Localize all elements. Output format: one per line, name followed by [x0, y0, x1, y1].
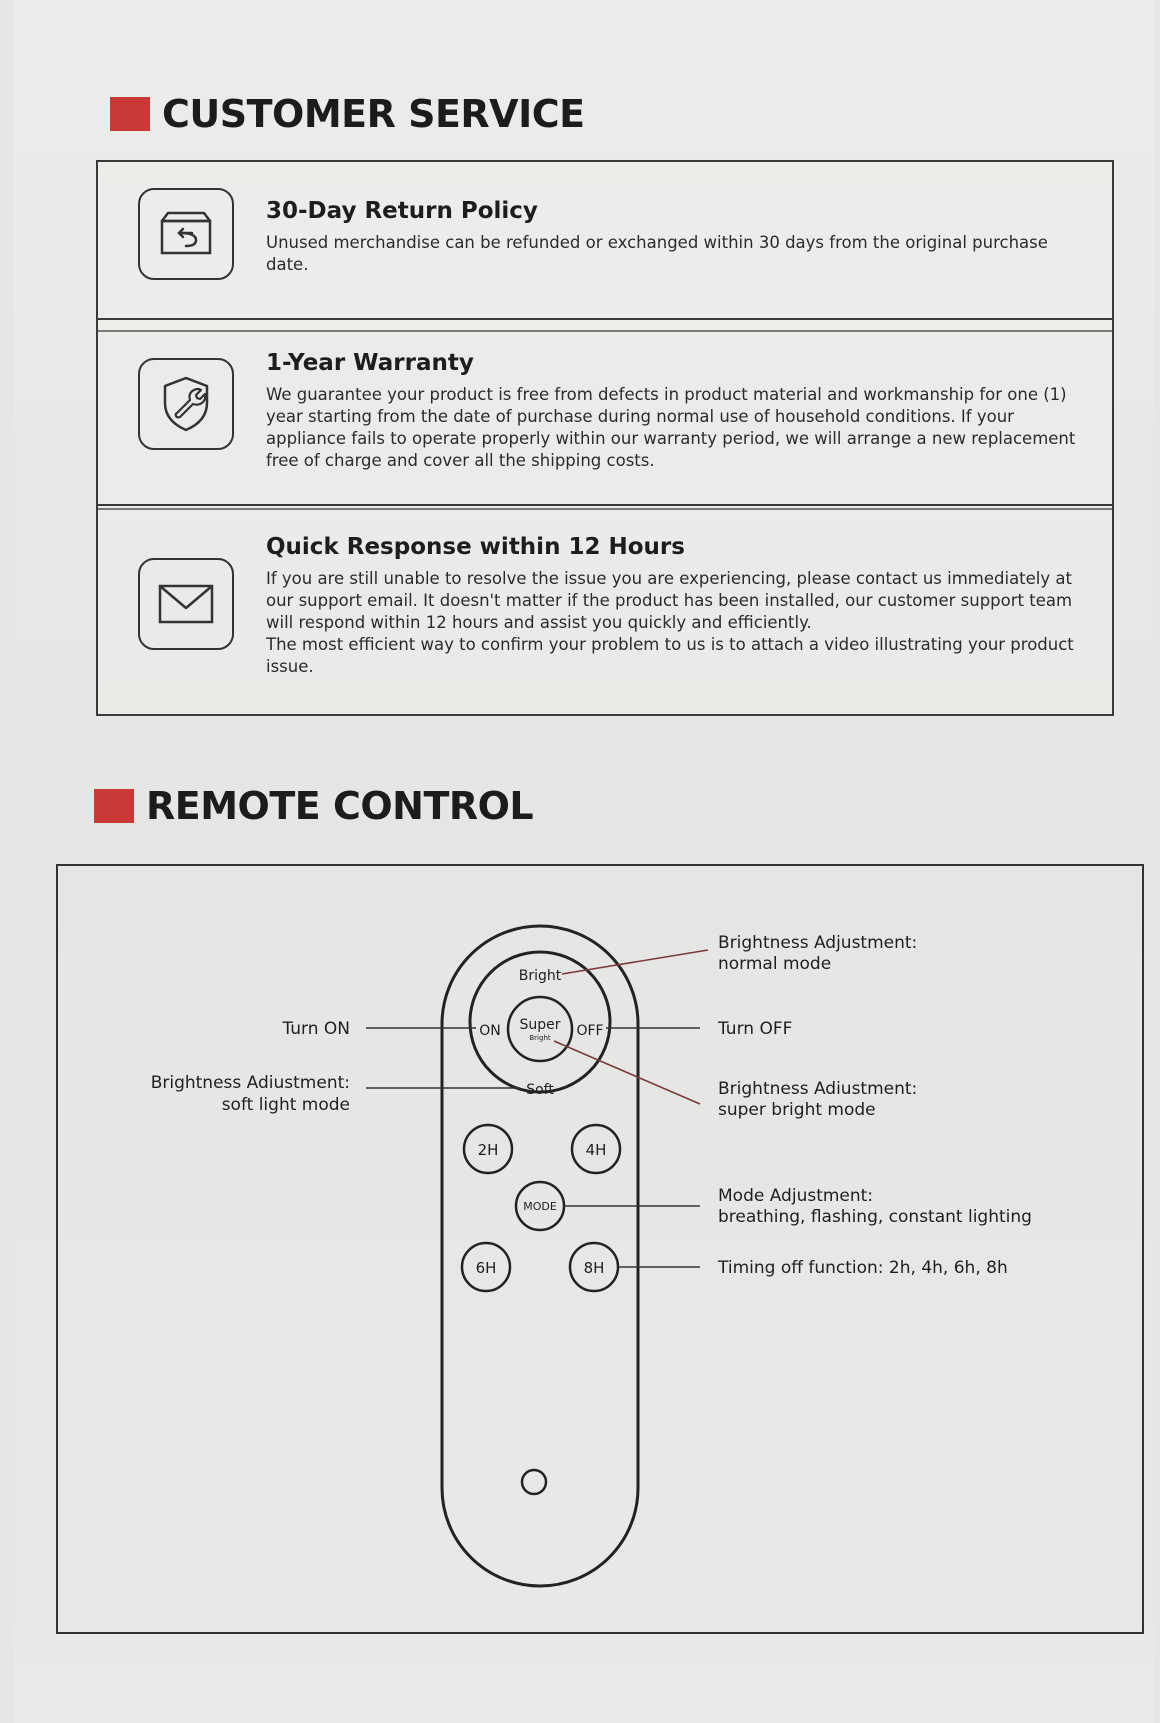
bright-callout-line: [562, 950, 708, 974]
turn-on-label: Turn ON: [282, 1019, 350, 1039]
return-box-icon: [138, 188, 234, 280]
super-callout-line: [554, 1041, 700, 1104]
return-policy-body: Unused merchandise can be refunded or exchanged within 30 days from the original purchase date.: [266, 233, 1048, 274]
timer-2h-label: 2H: [477, 1141, 499, 1159]
warranty-title: 1-Year Warranty: [266, 350, 474, 376]
timer-4h-label: 4H: [585, 1141, 607, 1159]
remote-diagram-svg: [58, 866, 1142, 1632]
mode-callout-line2: breathing, flashing, constant lighting: [718, 1207, 1032, 1227]
instruction-sheet: [14, 0, 1154, 1723]
super-button-sublabel: Bright: [529, 1034, 551, 1042]
super-callout-line1: Brightness Adiustment:: [718, 1079, 918, 1099]
mode-button-label: MODE: [523, 1200, 557, 1213]
customer-service-heading: [110, 92, 585, 136]
soft-button-label: Soft: [526, 1082, 554, 1098]
soft-callout-line2: soft light mode: [221, 1095, 350, 1115]
bright-callout-line2: normal mode: [718, 954, 832, 974]
super-button-label: Super: [519, 1017, 561, 1033]
customer-service-title: CUSTOMER SERVICE: [162, 92, 585, 136]
return-policy-title: 30-Day Return Policy: [266, 198, 538, 224]
quick-response-title: Quick Response within 12 Hours: [266, 534, 685, 560]
bright-callout-line1: Brightness Adjustment:: [718, 933, 918, 953]
timer-6h-label: 6H: [475, 1259, 497, 1277]
off-button-label: OFF: [576, 1023, 604, 1039]
quick-response-card: [96, 504, 1114, 716]
turn-off-label: Turn OFF: [718, 1019, 793, 1039]
indicator-light: [522, 1470, 546, 1494]
quick-response-body: If you are still unable to resolve the issue you are experiencing, please contact us immediately at our support email. It doesn't matter if the product has been installed, our customer support team will respond within 12 hours and assist you quickly and efficiently.: [266, 569, 1073, 632]
heading-accent-block: [110, 97, 150, 131]
return-policy-card: [96, 160, 1114, 332]
envelope-icon: [138, 558, 234, 650]
mode-callout-line1: Mode Adjustment:: [718, 1186, 874, 1206]
warranty-body: We guarantee your product is free from defects in product material and workmanship for one (1) year starting from the date of purchase during normal use of household conditions. If your appliance fails to operate properly within our warranty period, we will arrange a new replacement free of charge and cover all the shipping costs.: [266, 385, 1076, 470]
timer-8h-label: 8H: [583, 1259, 605, 1277]
heading-accent-block: [94, 789, 134, 823]
super-callout-line2: super bright mode: [718, 1100, 876, 1120]
shield-wrench-icon-svg: [159, 375, 213, 433]
remote-control-heading: [94, 784, 533, 828]
on-button-label: ON: [479, 1023, 501, 1039]
shield-wrench-icon: [138, 358, 234, 450]
remote-control-title: REMOTE CONTROL: [146, 784, 534, 828]
envelope-icon-svg: [156, 582, 216, 626]
timing-label: Timing off function: 2h, 4h, 6h, 8h: [718, 1258, 1008, 1278]
remote-control-diagram: [56, 864, 1144, 1634]
bright-button-label: Bright: [518, 968, 562, 984]
soft-callout-line1: Brightness Adiustment:: [150, 1073, 350, 1093]
warranty-card: [96, 318, 1114, 510]
quick-response-body-2: The most efficient way to confirm your problem to us is to attach a video illustrating your product issue.: [266, 635, 1074, 676]
return-box-icon-svg: [156, 209, 216, 259]
